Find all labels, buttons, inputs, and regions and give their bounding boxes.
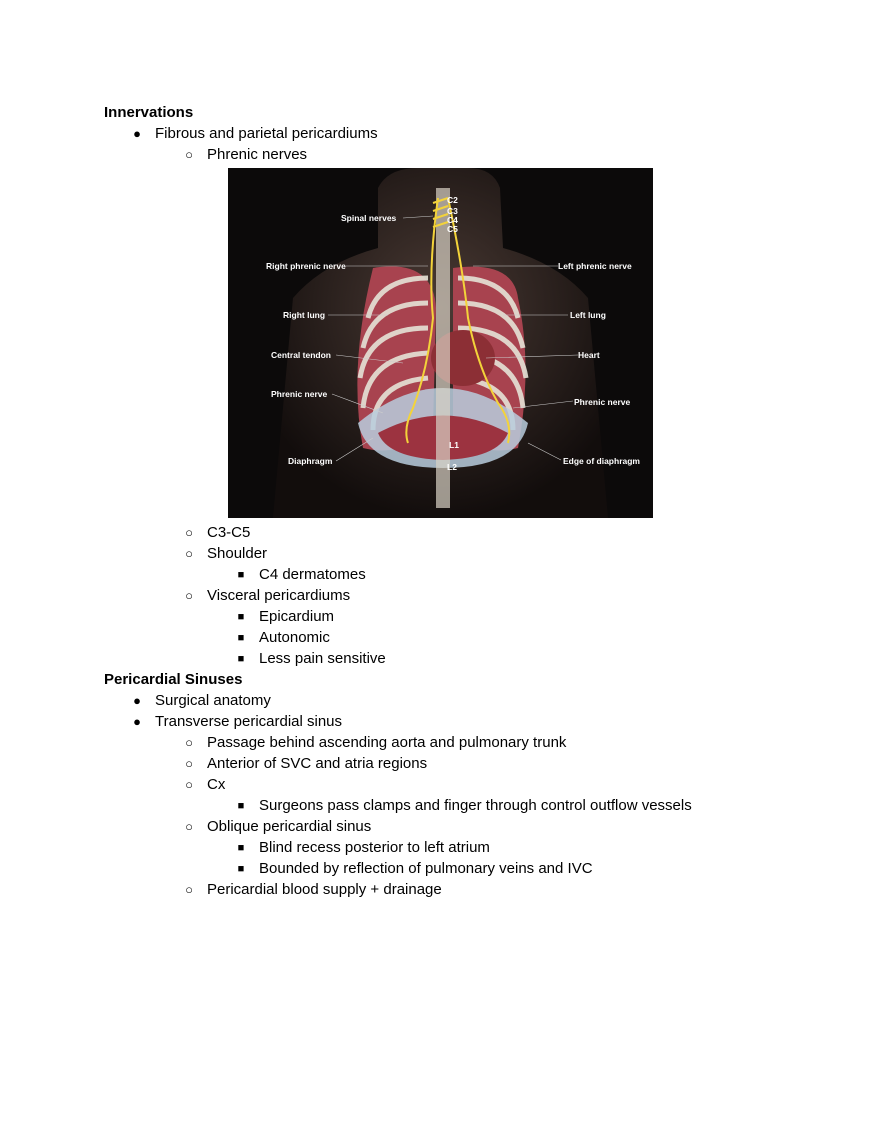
list-item	[237, 565, 366, 585]
list-item	[185, 544, 268, 564]
list-item	[185, 733, 567, 753]
label-c2: C2	[447, 195, 458, 205]
list-item-text: Transverse pericardial sinus	[155, 713, 343, 730]
bullet-square: ■	[237, 569, 245, 581]
list-item	[237, 838, 490, 858]
list-item	[237, 796, 692, 816]
list-item-text: Cx	[207, 776, 226, 793]
list-item-text: Surgical anatomy	[155, 692, 271, 709]
label-right-phrenic-nerve: Right phrenic nerve	[266, 261, 346, 271]
label-l1: L1	[449, 440, 459, 450]
list-item	[185, 586, 351, 606]
list-item-text: Passage behind ascending aorta and pulmonary trunk	[207, 734, 567, 751]
list-item	[185, 775, 226, 795]
list-item	[237, 607, 335, 627]
list-item	[133, 124, 378, 144]
section-heading-innervations: Innervations	[104, 104, 194, 121]
list-item-text: C4 dermatomes	[259, 566, 366, 583]
list-item	[185, 145, 308, 165]
bullet-disc: ●	[133, 693, 141, 708]
label-edge-of-diaphragm: Edge of diaphragm	[563, 456, 640, 466]
bullet-circle: ○	[185, 756, 193, 771]
list-item-text: Fibrous and parietal pericardiums	[155, 125, 378, 142]
bullet-circle: ○	[185, 525, 193, 540]
label-diaphragm: Diaphragm	[288, 456, 333, 466]
label-heart: Heart	[578, 350, 600, 360]
bullet-circle: ○	[185, 546, 193, 561]
bullet-square: ■	[237, 632, 245, 644]
label-right-lung: Right lung	[283, 310, 326, 320]
bullet-circle: ○	[185, 735, 193, 750]
bullet-square: ■	[237, 611, 245, 623]
bullet-circle: ○	[185, 777, 193, 792]
list-item	[185, 754, 428, 774]
list-item-text: Bounded by reflection of pulmonary veins and IVC	[259, 860, 593, 877]
list-item-text: C3-C5	[207, 524, 251, 541]
label-phrenic-nerve-left: Phrenic nerve	[574, 397, 631, 407]
label-c3: C3	[447, 206, 458, 216]
list-item	[237, 859, 593, 879]
list-item-text: Visceral pericardiums	[207, 587, 351, 604]
list-item-text: Blind recess posterior to left atrium	[259, 839, 490, 856]
bullet-circle: ○	[185, 147, 193, 162]
list-item-text: Less pain sensitive	[259, 650, 386, 667]
list-item	[185, 880, 442, 900]
bullet-circle: ○	[185, 882, 193, 897]
list-item-text: Phrenic nerves	[207, 146, 308, 163]
bullet-square: ■	[237, 842, 245, 854]
label-c4: C4	[447, 215, 458, 225]
list-item-text: Anterior of SVC and atria regions	[207, 755, 428, 772]
list-item	[133, 691, 271, 711]
list-item-text: Autonomic	[259, 629, 330, 646]
label-left-phrenic-nerve: Left phrenic nerve	[558, 261, 632, 271]
list-item	[133, 712, 343, 732]
bullet-disc: ●	[133, 714, 141, 729]
label-spinal-nerves: Spinal nerves	[341, 213, 397, 223]
bullet-disc: ●	[133, 126, 141, 141]
phrenic-nerve-anatomy-figure	[228, 168, 653, 518]
label-c5: C5	[447, 224, 458, 234]
bullet-circle: ○	[185, 588, 193, 603]
list-item	[185, 523, 251, 543]
list-item-text: Pericardial blood supply + drainage	[207, 881, 442, 898]
bullet-square: ■	[237, 863, 245, 875]
list-item-text: Epicardium	[259, 608, 335, 625]
list-item-text: Surgeons pass clamps and finger through control outflow vessels	[259, 797, 692, 814]
anatomy-illustration	[228, 168, 653, 518]
bullet-square: ■	[237, 653, 245, 665]
bullet-square: ■	[237, 800, 245, 812]
label-central-tendon: Central tendon	[271, 350, 331, 360]
label-phrenic-nerve-right: Phrenic nerve	[271, 389, 328, 399]
list-item	[237, 649, 386, 669]
list-item-text: Shoulder	[207, 545, 268, 562]
section-heading-pericardial-sinuses: Pericardial Sinuses	[104, 671, 243, 688]
list-item-text: Oblique pericardial sinus	[207, 818, 372, 835]
list-item	[237, 628, 330, 648]
list-item	[185, 817, 372, 837]
label-l2: L2	[447, 462, 457, 472]
bullet-circle: ○	[185, 819, 193, 834]
label-left-lung: Left lung	[570, 310, 606, 320]
